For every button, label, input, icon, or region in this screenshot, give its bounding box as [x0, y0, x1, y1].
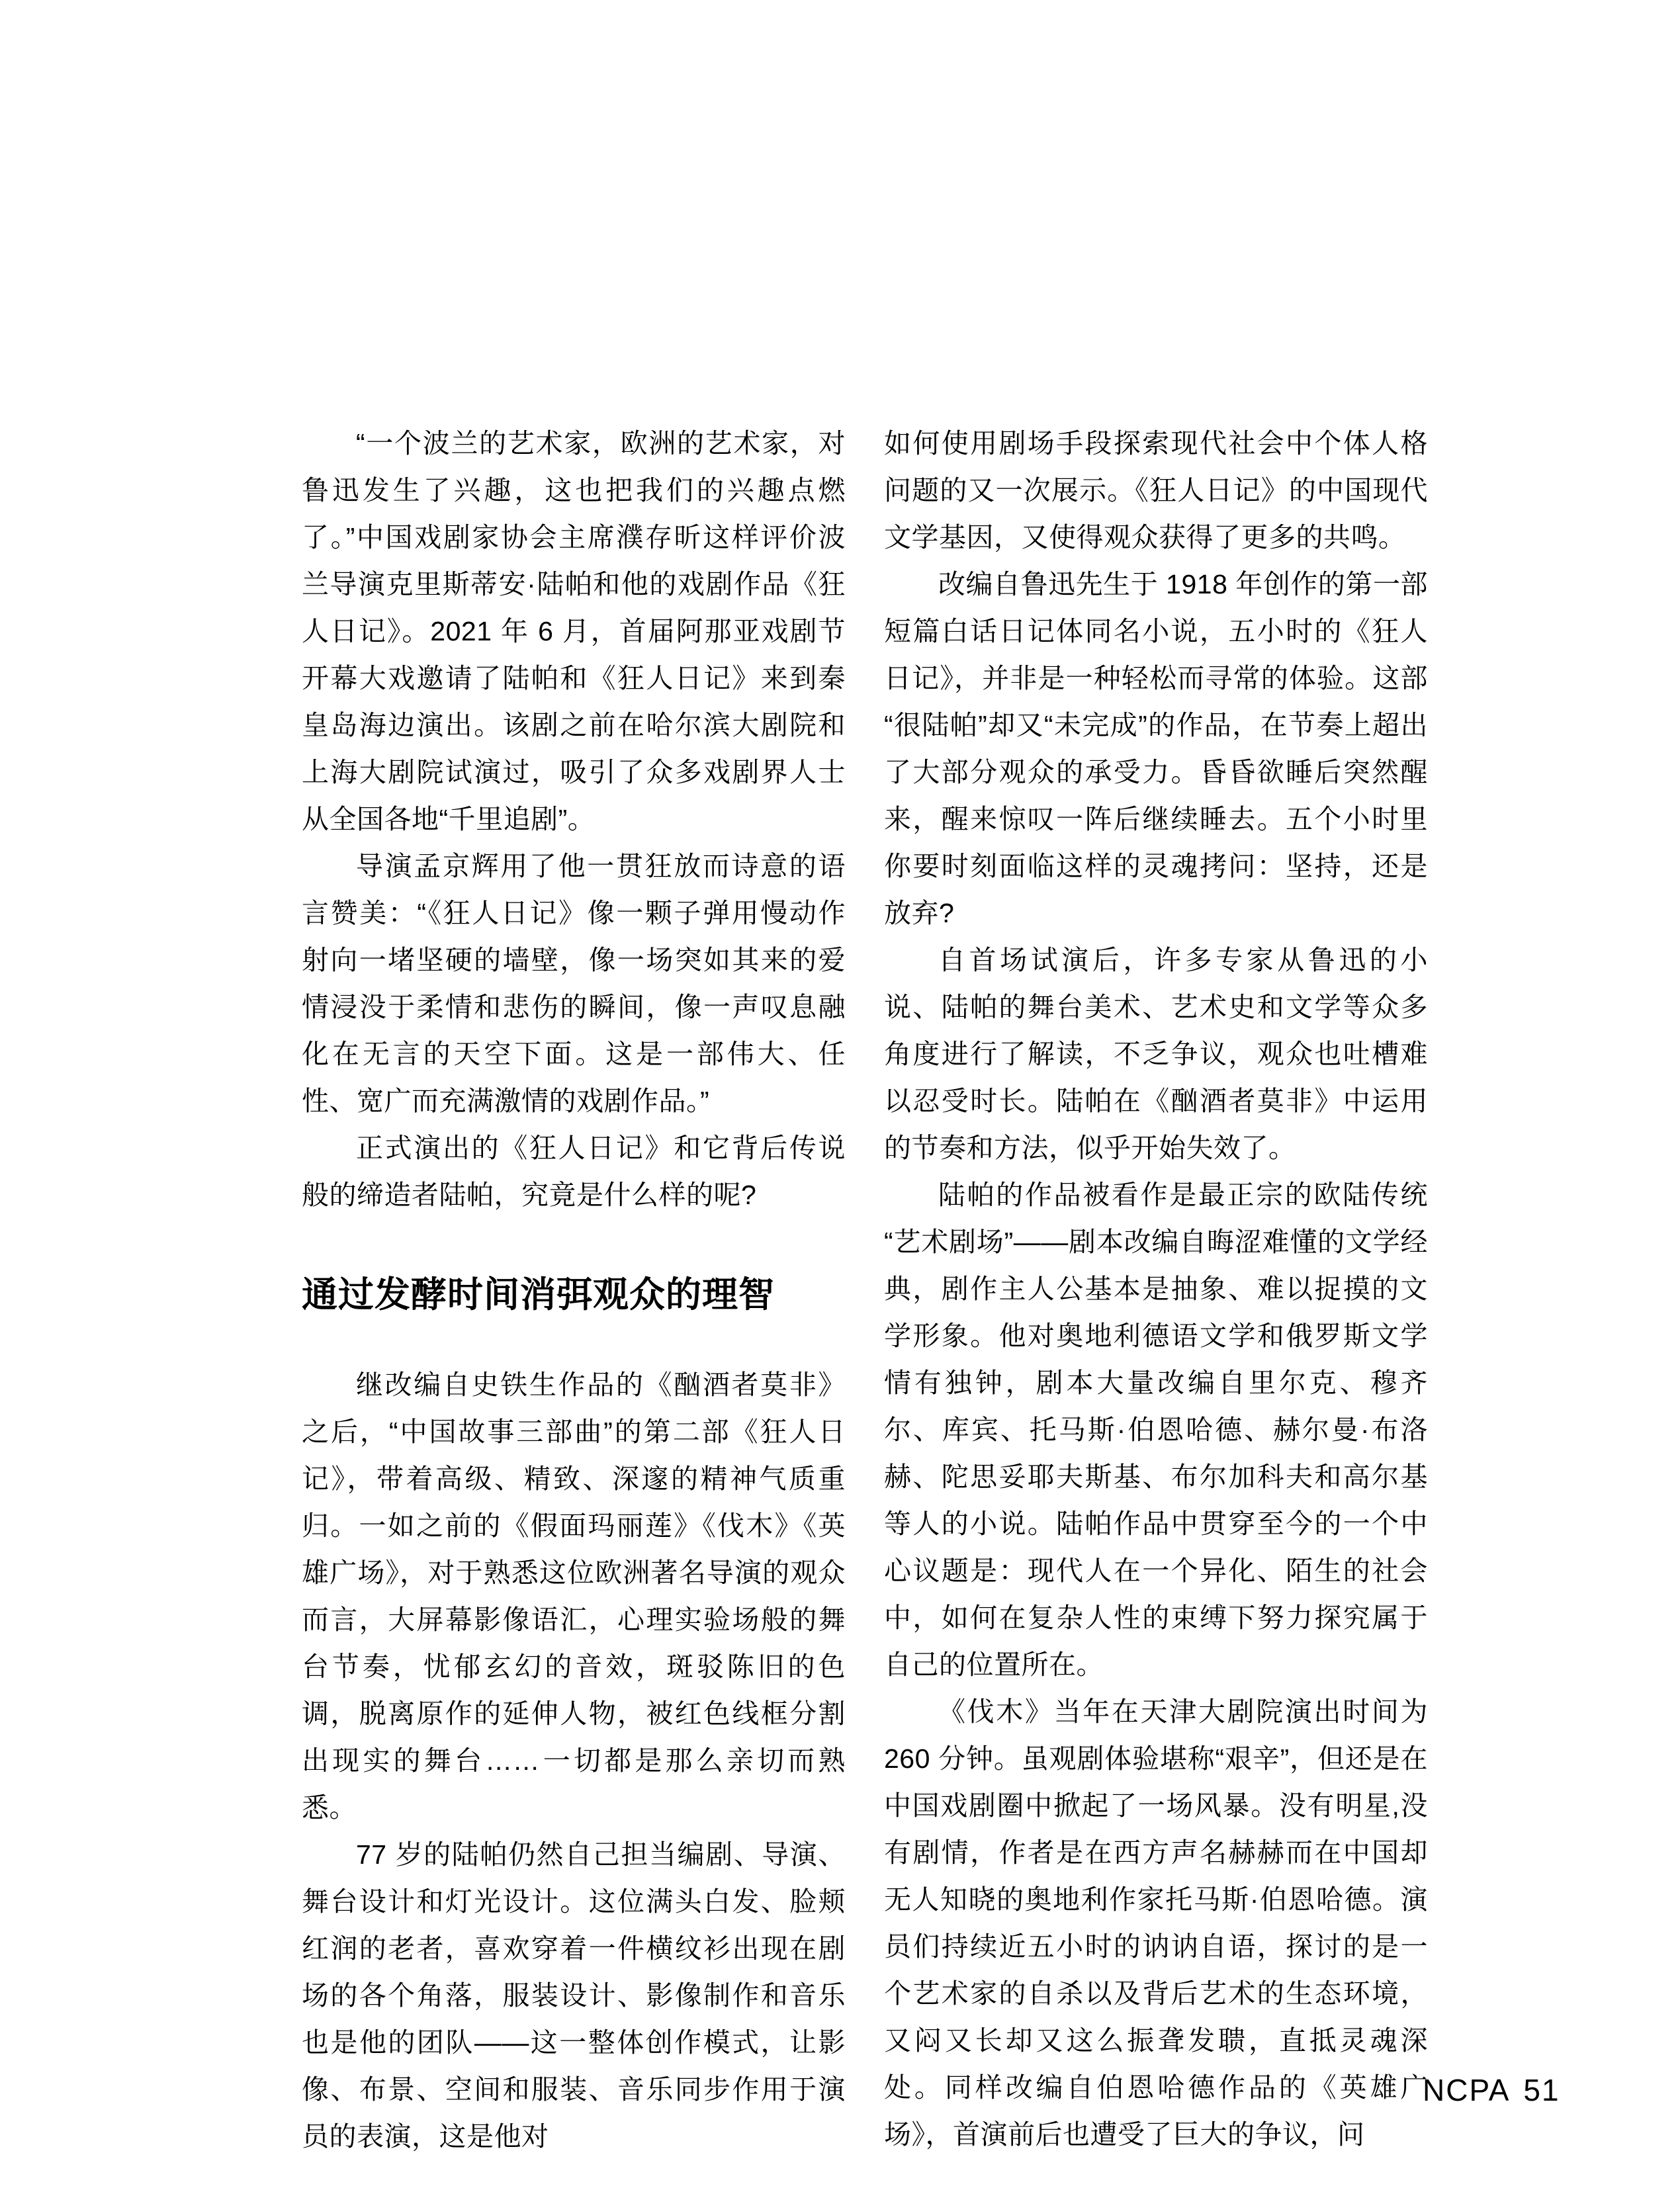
section-heading: 通过发酵时间消弭观众的理智	[302, 1275, 775, 1315]
paragraph-continuation: 如何使用剧场手段探索现代社会中个体人格问题的又一次展示。《狂人日记》的中国现代文学基因，又使得观众获得了更多的共鸣。	[884, 428, 1428, 552]
paragraph: 改编自鲁迅先生于 1918 年创作的第一部短篇白话日记体同名小说，五小时的《狂人日记》，并非是一种轻松而寻常的体验。这部“很陆帕”却又“未完成”的作品，在节奏上超出了大部分观众的承受力。昏昏欲睡后突然醒来，醒来惊叹一阵后继续睡去。五个小时里你要时刻面临这样的灵魂拷问：坚持，还是放弃?	[884, 569, 1428, 928]
paragraph: 陆帕的作品被看作是最正宗的欧陆传统“艺术剧场”——剧本改编自晦涩难懂的文学经典，剧作主人公基本是抽象、难以捉摸的文学形象。他对奥地利德语文学和俄罗斯文学情有独钟，剧本大量改编自里尔克、穆齐尔、库宾、托马斯·伯恩哈德、赫尔曼·布洛赫、陀思妥耶夫斯基、布尔加科夫和高尔基等人的小说。陆帕作品中贯穿至今的一个中心议题是：现代人在一个异化、陌生的社会中，如何在复杂人性的束缚下努力探究属于自己的位置所在。	[884, 1180, 1428, 1680]
paragraph: 导演孟京辉用了他一贯狂放而诗意的语言赞美：“《狂人日记》像一颗子弹用慢动作射向一堵坚硬的墙壁，像一场突如其来的爱情浸没于柔情和悲伤的瞬间，像一声叹息融化在无言的天空下面。这是一部伟大、任性、宽广而充满激情的戏剧作品。”	[302, 851, 846, 1116]
page-number: 51	[1523, 2073, 1560, 2107]
journal-abbreviation: NCPA	[1423, 2073, 1511, 2107]
paragraph: 《伐木》当年在天津大剧院演出时间为 260 分钟。虽观剧体验堪称“艰辛”，但还是在中国戏剧圈中掀起了一场风暴。没有明星,没有剧情，作者是在西方声名赫赫而在中国却无人知晓的奥地利作家托马斯·伯恩哈德。演员们持续近五小时的讷讷自语，探讨的是一个艺术家的自杀以及背后艺术的生态环境，又闷又长却又这么振聋发聩，直抵灵魂深处。同样改编自伯恩哈德作品的《英雄广场》，首演前后也遭受了巨大的争议，问	[884, 1696, 1428, 2150]
paragraph: “一个波兰的艺术家，欧洲的艺术家，对鲁迅发生了兴趣，这也把我们的兴趣点燃了。”中国戏剧家协会主席濮存昕这样评价波兰导演克里斯蒂安·陆帕和他的戏剧作品《狂人日记》。2021 年 6 月，首届阿那亚戏剧节开幕大戏邀请了陆帕和《狂人日记》来到秦皇岛海边演出。该剧之前在哈尔滨大剧院和上海大剧院试演过，吸引了众多戏剧界人士从全国各地“千里追剧”。	[302, 428, 846, 834]
text-column-right	[884, 420, 1428, 2158]
paragraph: 自首场试演后，许多专家从鲁迅的小说、陆帕的舞台美术、艺术史和文学等众多角度进行了解读，不乏争议，观众也吐槽难以忍受时长。陆帕在《酗酒者莫非》中运用的节奏和方法，似乎开始失效了。	[884, 945, 1428, 1163]
paragraph: 继改编自史铁生作品的《酗酒者莫非》之后，“中国故事三部曲”的第二部《狂人日记》，带着高级、精致、深邃的精神气质重归。一如之前的《假面玛丽莲》《伐木》《英雄广场》，对于熟悉这位欧洲著名导演的观众而言，大屏幕影像语汇，心理实验场般的舞台节奏，忧郁玄幻的音效，斑驳陈旧的色调，脱离原作的延伸人物，被红色线框分割出现实的舞台……一切都是那么亲切而熟悉。	[302, 1370, 846, 1823]
paragraph: 77 岁的陆帕仍然自己担当编剧、导演、舞台设计和灯光设计。这位满头白发、脸颊红润的老者，喜欢穿着一件横纹衫出现在剧场的各个角落，服装设计、影像制作和音乐也是他的团队——这一整体创作模式，让影像、布景、空间和服装、音乐同步作用于演员的表演，这是他对	[302, 1839, 846, 2152]
paragraph: 正式演出的《狂人日记》和它背后传说般的缔造者陆帕，究竟是什么样的呢?	[302, 1133, 846, 1210]
page-footer	[1423, 2073, 1621, 2107]
text-column-left	[302, 420, 846, 2160]
